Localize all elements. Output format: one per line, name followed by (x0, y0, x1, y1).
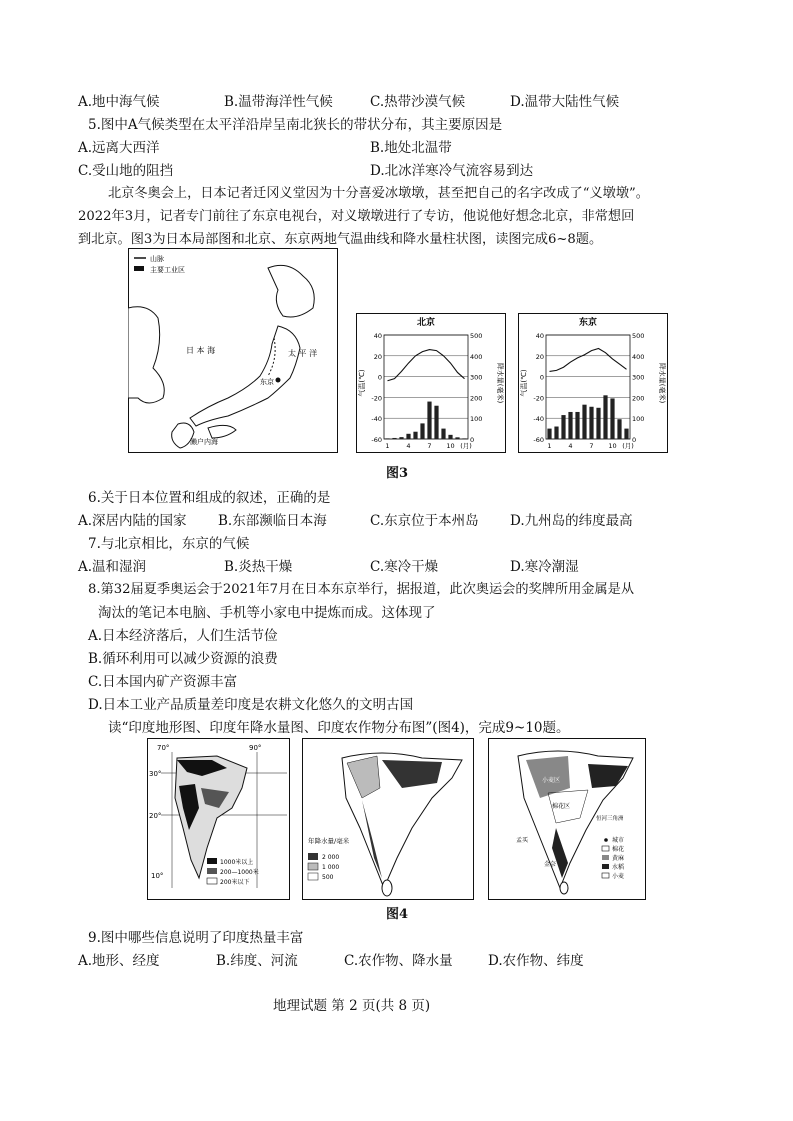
y-right-tick: 200 (470, 394, 483, 403)
q6-option-c: C.东京位于本州岛 (370, 513, 479, 529)
legend-mountain: 山脉 (150, 255, 164, 263)
q9-option-d: D.农作物、纬度 (488, 953, 584, 969)
lon-90-label: 90° (249, 744, 262, 752)
japan-map (128, 248, 338, 453)
precip-bar (610, 398, 614, 439)
precip-bar (448, 435, 452, 439)
precip-bar (406, 434, 410, 439)
y-right-tick: 100 (470, 415, 483, 424)
passage1-line2: 2022年3月，记者专门前往了东京电视台，对义墩墩进行了专访，他说他好想念北京，非常想回 (78, 209, 635, 224)
y-right-tick: 500 (632, 332, 645, 340)
beijing-climate-chart (356, 313, 506, 453)
terrain-legend-mid: 200—1000米 (220, 869, 259, 876)
y-right-tick: 500 (470, 332, 483, 340)
x-tick: 7 (427, 442, 432, 450)
q4-option-a: A.地中海气候 (78, 94, 160, 110)
y-right-tick: 400 (470, 352, 483, 361)
precip-bar (455, 437, 459, 439)
precip-legend-title: 年降水量/毫米 (308, 837, 350, 845)
x-unit: (月) (622, 442, 634, 450)
precip-bar (385, 438, 389, 439)
x-tick: 10 (446, 442, 455, 450)
india-terrain-map (147, 738, 290, 900)
q9-option-a: A.地形、经度 (78, 953, 160, 969)
crop-legend-city: 城市 (612, 837, 625, 844)
passage1-line1: 北京冬奥会上，日本记者迁冈义堂因为十分喜爱冰墩墩，甚至把自己的名字改成了“义墩墩”。 (108, 186, 649, 201)
q8-stem-line2: 淘汰的笔记本电脑、手机等小家电中提炼而成。这体现了 (98, 605, 436, 621)
india-precip-map (302, 738, 474, 900)
precip-legend-2000: 2 000 (322, 854, 340, 861)
precip-bar (392, 438, 396, 439)
y-right-label: 降水量(毫米) (658, 362, 666, 404)
q7-option-a: A.温和湿润 (78, 559, 147, 575)
y-right-tick: 300 (470, 373, 483, 382)
figure4-caption: 图4 (386, 907, 409, 922)
y-left-tick: 40 (535, 332, 544, 340)
precip-bar (596, 408, 600, 439)
y-left-label: 气温(℃) (520, 369, 528, 397)
precip-bar (554, 427, 558, 439)
crop-legend-cotton: 棉花 (612, 846, 625, 853)
x-tick: 10 (608, 442, 617, 450)
precip-bar (547, 429, 551, 439)
precip-bar (420, 423, 424, 439)
cotton-area-label: 棉花区 (552, 803, 571, 810)
sea-of-japan-label: 日 本 海 (186, 346, 216, 355)
q4-option-b: B.温带海洋性气候 (224, 94, 333, 110)
terrain-legend-high: 1000米以上 (220, 859, 254, 866)
q4-option-c: C.热带沙漠气候 (370, 94, 466, 110)
x-tick: 7 (589, 442, 594, 450)
y-left-tick: 0 (377, 373, 382, 382)
q5-stem: 5.图中A气候类型在太平洋沿岸呈南北狭长的带状分布，其主要原因是 (88, 117, 503, 133)
y-left-tick: 20 (535, 352, 544, 361)
legend-industry: 主要工业区 (150, 266, 185, 274)
q4-option-d: D.温带大陆性气候 (510, 94, 620, 110)
page-footer: 地理试题 第 2 页(共 8 页) (273, 998, 431, 1014)
q8-option-a: A.日本经济落后，人们生活节俭 (88, 628, 278, 644)
precip-bar (624, 429, 628, 439)
precip-bar (434, 406, 438, 439)
precip-bar (413, 432, 417, 439)
inland-sea-label: 濑户内海 (190, 438, 218, 446)
y-left-tick: -20 (371, 394, 382, 403)
lat-20-label: 20° (149, 812, 162, 820)
y-left-tick: 20 (373, 352, 382, 361)
q5-option-b: B.地处北温带 (370, 140, 452, 156)
crop-legend-wheat: 小麦 (612, 873, 625, 880)
tokyo-climate-chart (518, 313, 668, 453)
y-right-tick: 0 (632, 436, 637, 444)
precip-legend-1000: 1 000 (322, 864, 340, 871)
precip-bar (399, 437, 403, 439)
tokyo-label: 东京 (260, 378, 274, 386)
terrain-legend-low: 200米以下 (220, 879, 250, 886)
x-tick: 1 (547, 442, 552, 450)
y-left-tick: -40 (533, 415, 544, 424)
precip-bar (561, 415, 565, 439)
q8-stem-line1: 8.第32届夏季奥运会于2021年7月在日本东京举行，据报道，此次奥运会的奖牌所用金属是从 (88, 582, 635, 597)
q5-option-a: A.远离大西洋 (78, 140, 160, 156)
y-left-tick: -20 (533, 394, 544, 403)
chart-title: 北京 (416, 318, 436, 328)
q5-option-d: D.北冰洋寒冷气流容易到达 (370, 163, 534, 179)
y-left-tick: -60 (533, 436, 544, 444)
precip-bar (568, 412, 572, 439)
passage2: 读“印度地形图、印度年降水量图、印度农作物分布图”(图4)，完成9~10题。 (108, 720, 570, 736)
chart-title: 东京 (578, 318, 598, 328)
y-left-tick: 40 (373, 332, 382, 340)
precip-bar (462, 438, 466, 439)
q7-option-c: C.寒冷干燥 (370, 559, 439, 575)
q9-stem: 9.图中哪些信息说明了印度热量丰富 (88, 930, 304, 946)
x-tick: 1 (385, 442, 390, 450)
q7-stem: 7.与北京相比，东京的气候 (88, 536, 250, 552)
precip-bar (589, 407, 593, 439)
tokyo-point (276, 378, 281, 383)
precip-bar (575, 412, 579, 439)
precip-bar (603, 395, 607, 439)
y-left-tick: -60 (371, 436, 382, 444)
lon-70-label: 70° (157, 744, 170, 752)
precip-bar (441, 429, 445, 439)
city-chennai-label: 金奈 (544, 861, 557, 868)
y-right-tick: 300 (632, 373, 645, 382)
lat-10-label: 10° (151, 872, 164, 880)
city-mumbai-label: 孟买 (516, 837, 529, 844)
x-tick: 4 (568, 442, 573, 450)
q6-option-b: B.东部濒临日本海 (218, 513, 327, 529)
q6-option-a: A.深居内陆的国家 (78, 513, 187, 529)
passage1-line3: 到北京。图3为日本局部图和北京、东京两地气温曲线和降水量柱状图，读图完成6~8题。 (78, 232, 603, 247)
q6-option-d: D.九州岛的纬度最高 (510, 513, 633, 529)
y-right-tick: 200 (632, 394, 645, 403)
wheat-area-label: 小麦区 (542, 777, 561, 784)
y-left-tick: 0 (539, 373, 544, 382)
q8-option-b: B.循环利用可以减少资源的浪费 (88, 651, 278, 667)
y-right-label: 降水量(毫米) (496, 362, 504, 404)
q7-option-d: D.寒冷潮湿 (510, 559, 579, 575)
x-tick: 4 (406, 442, 411, 450)
crop-legend-jute: 黄麻 (612, 855, 625, 862)
x-unit: (月) (460, 442, 472, 450)
y-right-tick: 100 (632, 415, 645, 424)
q8-option-d: D.日本工业产品质量差印度是农耕文化悠久的文明古国 (88, 697, 414, 713)
q6-stem: 6.关于日本位置和组成的叙述，正确的是 (88, 490, 331, 506)
precip-bar (617, 419, 621, 439)
y-right-tick: 0 (470, 436, 475, 444)
delta-label: 恒河三角洲 (596, 816, 624, 822)
q8-option-c: C.日本国内矿产资源丰富 (88, 674, 238, 690)
q9-option-c: C.农作物、降水量 (344, 953, 453, 969)
lat-30-label: 30° (149, 770, 162, 778)
crop-legend-rice: 水稻 (612, 864, 625, 871)
precip-bar (427, 402, 431, 439)
precip-legend-500: 500 (322, 874, 334, 881)
q5-option-c: C.受山地的阻挡 (78, 163, 174, 179)
y-left-tick: -40 (371, 415, 382, 424)
y-right-tick: 400 (632, 352, 645, 361)
q7-option-b: B.炎热干燥 (224, 559, 293, 575)
q9-option-b: B.纬度、河流 (216, 953, 298, 969)
precip-bar (582, 405, 586, 439)
y-left-label: 气温(℃) (358, 369, 366, 397)
figure3-caption: 图3 (386, 466, 409, 481)
pacific-label: 太 平 洋 (288, 349, 318, 358)
india-crop-map (488, 738, 646, 900)
